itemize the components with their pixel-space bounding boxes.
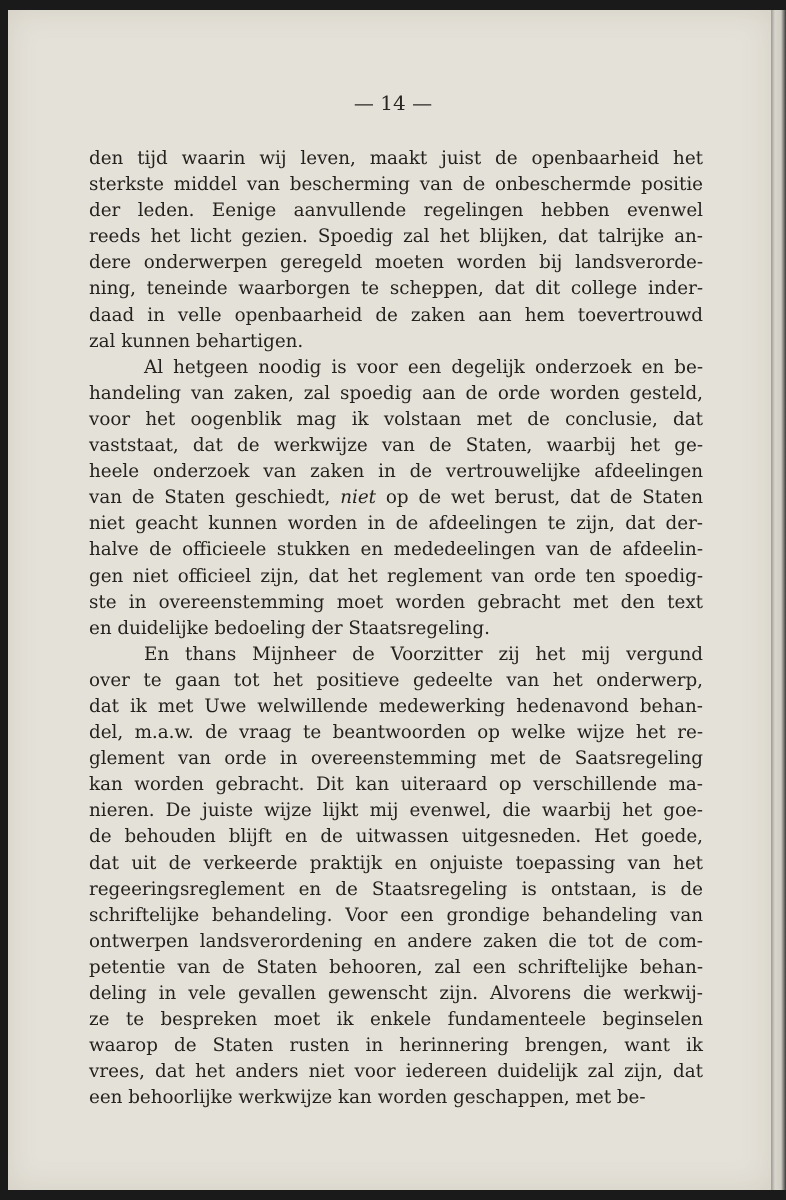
text-line: en duidelijke bedoeling der Staatsregeling. xyxy=(89,617,490,639)
emphasis: niet xyxy=(340,487,377,509)
text-line: daad in velle openbaarheid de zaken aan hem toevertrouwd xyxy=(89,304,703,326)
text-line: over te gaan tot het positieve gedeelte van het onderwerp, xyxy=(89,669,703,691)
text-line: En thans Mijnheer de Voorzitter zij het mij vergund xyxy=(144,643,703,665)
text-line: Al hetgeen noodig is voor een degelijk onderzoek en be- xyxy=(144,356,703,378)
text-line: niet geacht kunnen worden in de afdeelingen te zijn, dat der- xyxy=(89,513,703,535)
page-edge xyxy=(771,10,786,1190)
text-line: kan worden gebracht. Dit kan uiteraard op verschillende ma- xyxy=(89,774,703,796)
text-line: reeds het licht gezien. Spoedig zal het blijken, dat talrijke an- xyxy=(89,226,703,248)
text-line: glement van orde in overeenstemming met de Saatsregeling xyxy=(89,748,703,770)
text-line: van de Staten geschiedt, niet op de wet berust, dat de Staten xyxy=(89,487,703,509)
text-line: petentie van de Staten behooren, zal een schriftelijke behan- xyxy=(89,956,703,978)
text-line: waarop de Staten rusten in herinnering brengen, want ik xyxy=(89,1035,703,1057)
body-text xyxy=(89,146,703,1111)
text-line: handeling van zaken, zal spoedig aan de orde worden gesteld, xyxy=(89,382,703,404)
text-line: del, m.a.w. de vraag te beantwoorden op welke wijze het re- xyxy=(89,722,703,744)
paragraph xyxy=(89,355,703,642)
text-line: sterkste middel van bescherming van de onbeschermde positie xyxy=(89,174,703,196)
paragraph xyxy=(89,642,703,1112)
text-line: ste in overeenstemming moet worden gebracht met den text xyxy=(89,591,703,613)
text-line: halve de officieele stukken en mededeelingen van de afdeelin- xyxy=(89,539,703,561)
text-line: regeeringsreglement en de Staatsregeling is ontstaan, is de xyxy=(89,878,703,900)
text-line: dat ik met Uwe welwillende medewerking hedenavond behan- xyxy=(89,695,703,717)
text-line: dat uit de verkeerde praktijk en onjuiste toepassing van het xyxy=(89,852,703,874)
page-number: — 14 — xyxy=(353,91,433,115)
text-line: voor het oogenblik mag ik volstaan met de conclusie, dat xyxy=(89,408,703,430)
text-line: den tijd waarin wij leven, maakt juist de openbaarheid het xyxy=(89,148,703,169)
text-line: heele onderzoek van zaken in de vertrouwelijke afdeelingen xyxy=(89,461,703,483)
text-line: een behoorlijke werkwijze kan worden geschappen, met be- xyxy=(89,1087,646,1109)
text-line: ze te bespreken moet ik enkele fundamenteele beginselen xyxy=(89,1009,703,1031)
text-line: dere onderwerpen geregeld moeten worden bij landsverorde- xyxy=(89,252,703,274)
text-line: ning, teneinde waarborgen te scheppen, dat dit college inder- xyxy=(89,278,703,300)
paragraph xyxy=(89,146,703,355)
text-line: ontwerpen landsverordening en andere zaken die tot de com- xyxy=(89,930,703,952)
text-line: zal kunnen behartigen. xyxy=(89,330,304,352)
text-line: deling in vele gevallen gewenscht zijn. Alvorens die werkwij- xyxy=(89,983,703,1004)
text-line: vaststaat, dat de werkwijze van de Staten, waarbij het ge- xyxy=(89,435,703,457)
text-line: vrees, dat het anders niet voor iedereen duidelijk zal zijn, dat xyxy=(89,1061,703,1083)
text-line: nieren. De juiste wijze lijkt mij evenwel, die waarbij het goe- xyxy=(89,800,703,822)
text-line: de behouden blijft en de uitwassen uitgesneden. Het goede, xyxy=(89,826,703,848)
text-line: gen niet officieel zijn, dat het reglement van orde ten spoedig- xyxy=(89,565,703,587)
text-line: der leden. Eenige aanvullende regelingen hebben evenwel xyxy=(89,200,703,222)
text-line: schriftelijke behandeling. Voor een grondige behandeling van xyxy=(89,904,703,926)
